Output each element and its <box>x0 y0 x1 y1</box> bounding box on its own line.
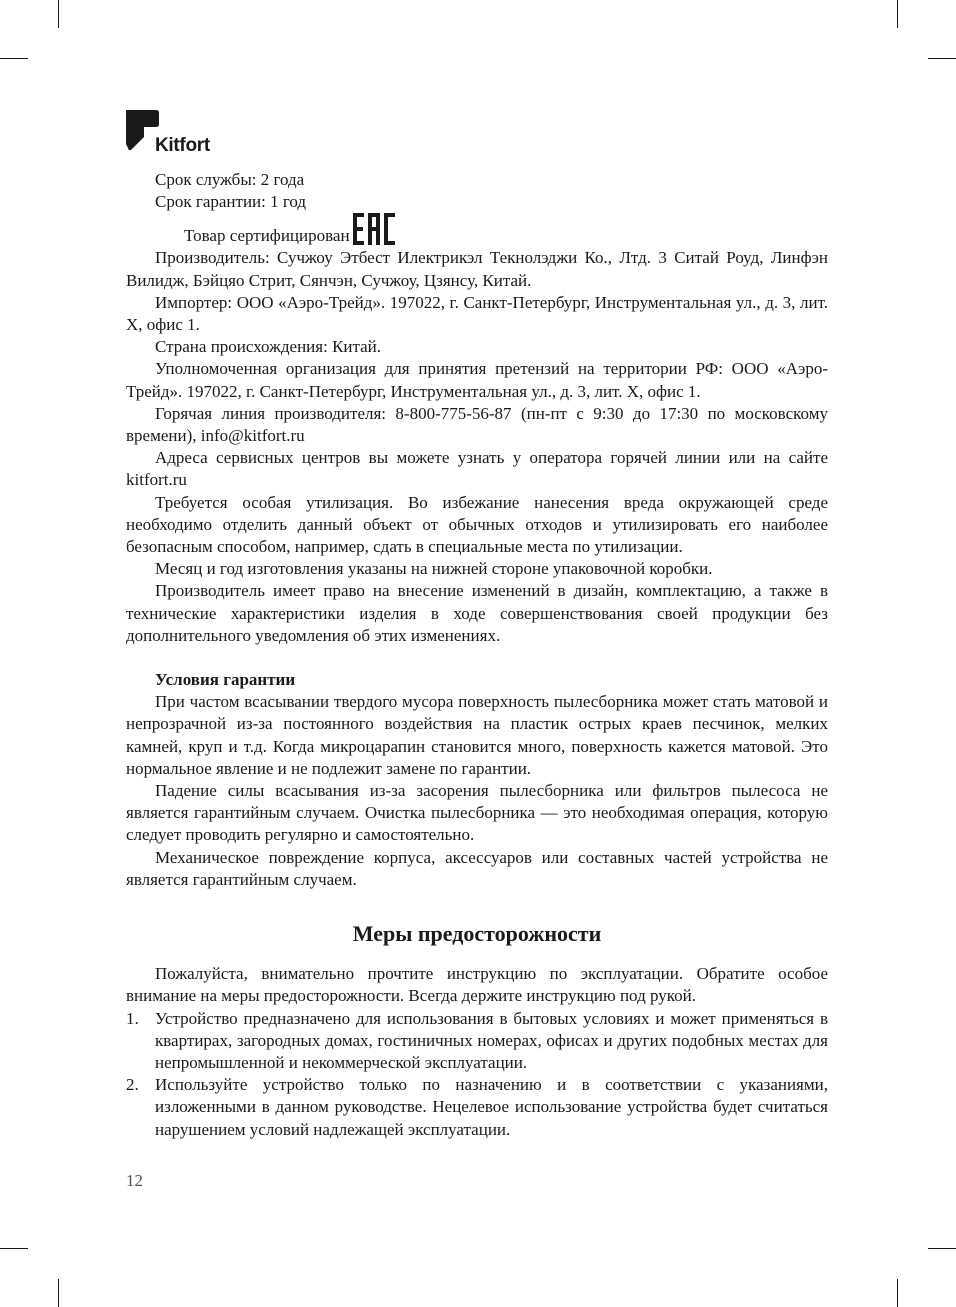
manufacturer-info: Производитель: Сучжоу Этбест Илектрикэл Текнолэджи Ко., Лтд. 3 Ситай Роуд, Линфэн Вилидж, Бэйцяо Стрит, Сянчэн, Сучжоу, Цзянсу, Китай. <box>126 248 828 290</box>
brand-name: Kitfort <box>155 135 210 156</box>
list-item-text: Используйте устройство только по назначению и в соответствии с указаниями, изложенными в данном руководстве. Нецелевое использование устройства будет считаться нарушением условий надлежащей эксплуатации. <box>155 1075 828 1139</box>
list-item-number: 1. <box>126 1008 139 1028</box>
certification-row <box>126 213 828 247</box>
document-body <box>126 169 828 1141</box>
crop-mark <box>0 58 28 59</box>
crop-mark <box>58 1279 59 1307</box>
crop-mark <box>897 0 898 28</box>
page-number: 12 <box>126 1171 143 1190</box>
precautions-intro: Пожалуйста, внимательно прочтите инструкцию по эксплуатации. Обратите особое внимание на меры предосторожности. Всегда держите инструкцию под рукой. <box>126 964 828 1006</box>
disposal-info: Требуется особая утилизация. Во избежание нанесения вреда окружающей среде необходимо отделить данный объект от обычных отходов и утилизировать его наиболее безопасным способом, например, сдать в специальные места по утилизации. <box>126 492 828 557</box>
precautions-title: Меры предосторожности <box>352 921 602 947</box>
country-of-origin: Страна происхождения: Китай. <box>155 337 382 357</box>
crop-mark <box>0 1248 28 1249</box>
manufacture-date-info: Месяц и год изготовления указаны на нижней стороне упаковочной коробки. <box>155 559 713 579</box>
warranty-conditions-heading: Условия гарантии <box>155 670 296 690</box>
crop-mark <box>897 1279 898 1307</box>
warranty-paragraph: При частом всасывании твердого мусора поверхность пылесборника может стать матовой и непрозрачной из-за постоянного воздействия на пластик острых краев песчинок, мелких камней, круп и т.д. Когда микроцарапин становится много, поверхность кажется матовой. Это нормальное явление и не подлежит замене по гарантии. <box>126 692 828 778</box>
hotline-info: Горячая линия производителя: 8-800-775-56-87 (пн-пт с 9:30 до 17:30 по московскому времени), info@kitfort.ru <box>126 403 828 446</box>
list-item-text: Устройство предназначено для использования в бытовых условиях и может применяться в квартирах, загородных домах, гостиничных номерах, офисах и других подобных местах для непромышленной и некоммерческой эксплуатации. <box>155 1008 828 1072</box>
certified-label: Товар сертифицирован <box>184 226 350 246</box>
crop-mark <box>928 1248 956 1249</box>
authorized-organization: Уполномоченная организация для принятия претензий на территории РФ: ООО «Аэро-Трейд». 197022, г. Санкт-Петербург, Инструментальная ул., д. 3, лит. Х, офис 1. <box>126 359 828 401</box>
crop-mark <box>928 58 956 59</box>
warranty-paragraph: Падение силы всасывания из-за засорения пылесборника или фильтров пылесоса не является гарантийным случаем. Очистка пылесборника — это необходимая операция, которую следует проводить регулярно и самостоятельно. <box>126 781 828 845</box>
service-centers-info: Адреса сервисных центров вы можете узнать у оператора горячей линии или на сайте kitfort.ru <box>126 448 828 490</box>
warranty-paragraph: Механическое повреждение корпуса, аксессуаров или составных частей устройства не является гарантийным случаем. <box>126 847 828 889</box>
crop-mark <box>58 0 59 28</box>
precautions-list <box>126 1008 828 1141</box>
eac-mark-icon <box>353 213 395 245</box>
list-item <box>126 1008 828 1075</box>
list-item <box>126 1074 828 1141</box>
list-item-number: 2. <box>126 1075 139 1095</box>
service-life: Срок службы: 2 года <box>155 170 305 189</box>
changes-disclaimer: Производитель имеет право на внесение изменений в дизайн, комплектацию, а также в технические характеристики изделия в ходе совершенствования своей продукции без дополнительного уведомления об этих изменениях. <box>126 581 828 645</box>
warranty-period: Срок гарантии: 1 год <box>155 192 307 212</box>
importer-info: Импортер: ООО «Аэро-Трейд». 197022, г. Санкт-Петербург, Инструментальная ул., д. 3, лит. Х, офис 1. <box>126 292 828 335</box>
